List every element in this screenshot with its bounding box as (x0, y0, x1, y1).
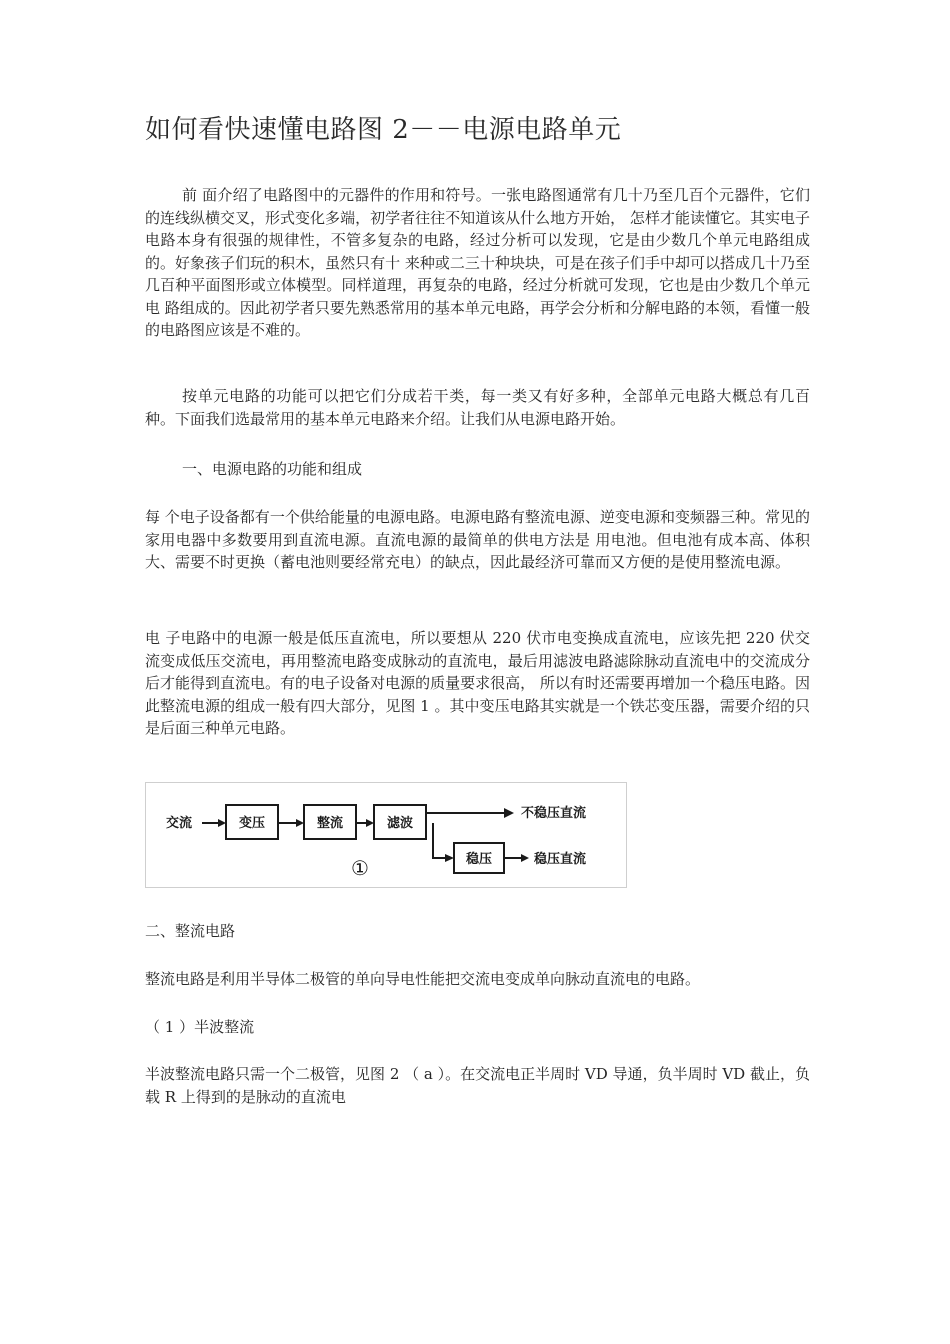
unregulated-output-label: 不稳压直流 (521, 806, 587, 821)
input-label: 交流 (166, 816, 193, 831)
transformer-label: 变压 (239, 816, 266, 831)
connector-2-arrow (366, 819, 374, 827)
block-diagram-svg (146, 783, 626, 887)
filter-label: 滤波 (387, 816, 414, 831)
rectifier-label: 整流 (317, 816, 344, 831)
power-intro-paragraph: 每 个电子设备都有一个供给能量的电源电路。电源电路有整流电源、逆变电源和变频器三种。常见的家用电器中多数要用到直流电源。直流电源的最简单的供电方法是 用电池。但电池有成本高、体积大、需要不时更换（蓄电池则要经常充电）的缺点，因此最经济可靠而又方便的是使用整流电源。 (145, 508, 810, 571)
section1-heading: 一、电源电路的功能和组成 (182, 460, 363, 478)
regulator-label: 稳压 (466, 852, 493, 867)
unregulated-output-arrow (504, 808, 514, 818)
regulator-branch-line (433, 823, 446, 858)
regulated-output-arrow (521, 854, 529, 862)
rectifier-definition-paragraph: 整流电路是利用半导体二极管的单向导电性能把交流电变成单向脉动直流电的电路。 (145, 970, 701, 988)
half-wave-subheading: （ 1 ）半波整流 (145, 1018, 255, 1036)
figure-number: ① (351, 856, 369, 880)
document-title: 如何看快速懂电路图 2－－电源电路单元 (145, 115, 622, 145)
section2-heading: 二、整流电路 (145, 922, 236, 940)
connector-1-arrow (296, 819, 304, 827)
regulated-output-label: 稳压直流 (534, 852, 587, 867)
intro-paragraph: 前 面介绍了电路图中的元器件的作用和符号。一张电路图通常有几十乃至几百个元器件，它们的连线纵横交叉，形式变化多端，初学者往往不知道该从什么地方开始， 怎样才能读懂它。其实电子电路本身有很强的规律性，不管多复杂的电路，经过分析可以发现，它是由少数几个单元电路组成的。好象孩子们玩的积木，虽然只有十 来种或二三十种块块，可是在孩子们手中却可以搭成几十乃至几百种平面图形或立体模型。同样道理，再复杂的电路，经过分析就可发现，它也是由少数几个单元电 路组成的。因此初学者只要先熟悉常用的基本单元电路，再学会分析和分解电路的本领，看懂一般的电路图应该是不难的。 (145, 186, 810, 339)
power-detail-paragraph: 电 子电路中的电源一般是低压直流电，所以要想从 220 伏市电变换成直流电，应该先把 220 伏交流变成低压交流电，再用整流电路变成脉动的直流电，最后用滤波电路滤除脉动直流电中的交流成分后才能得到直流电。有的电子设备对电源的质量要求很高， 所以有时还需要再增加一个稳压电路。因此整流电源的组成一般有四大部分，见图 1 。其中变压电路其实就是一个铁芯变压器，需要介绍的只是后面三种单元电路。 (145, 629, 810, 737)
classify-paragraph: 按单元电路的功能可以把它们分成若干类，每一类又有好多种，全部单元电路大概总有几百种。下面我们选最常用的基本单元电路来介绍。让我们从电源电路开始。 (145, 387, 810, 428)
power-supply-block-diagram (145, 782, 627, 888)
half-wave-paragraph: 半波整流电路只需一个二极管，见图 2 （ a ）。在交流电正半周时 VD 导通，负半周时 VD 截止，负载 R 上得到的是脉动的直流电 (145, 1065, 810, 1106)
regulator-branch-arrow (445, 854, 454, 862)
input-arrow-head (218, 819, 226, 827)
